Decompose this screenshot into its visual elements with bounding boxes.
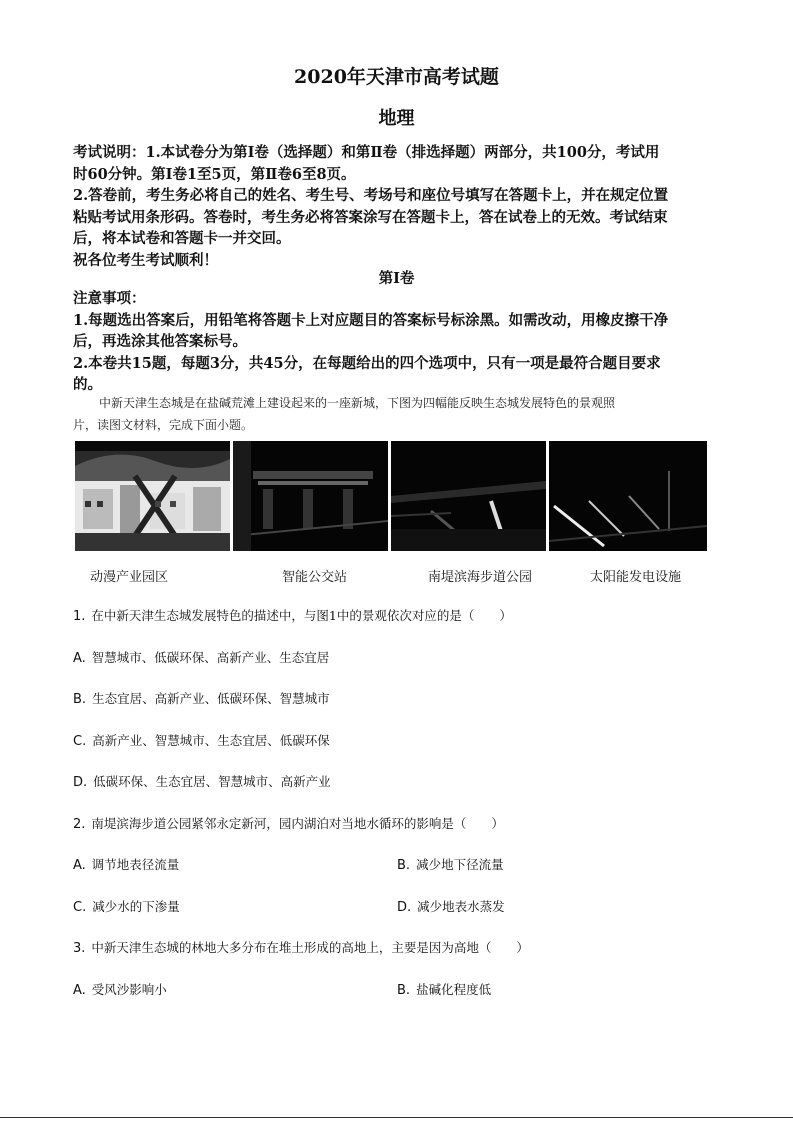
caption-solar-facility: 太阳能发电设施: [590, 570, 682, 585]
question-number: 2.: [73, 817, 86, 832]
option-text: 智慧城市、低碳环保、高新产业、生态宜居: [91, 650, 330, 665]
caption-smart-bus-station: 智能公交站: [282, 570, 348, 585]
option-text: 生态宜居、高新产业、低碳环保、智慧城市: [92, 691, 330, 706]
question-2-option-a[interactable]: [73, 855, 179, 873]
option-text: 调节地表径流量: [91, 857, 180, 872]
option-letter: A.: [73, 858, 86, 873]
caption-coastal-park: 南堤滨海步道公园: [428, 570, 533, 585]
section-title: 第Ⅰ卷: [378, 270, 415, 287]
question-1-stem: [73, 606, 512, 624]
notes-line: 的。: [73, 376, 102, 393]
option-letter: C.: [73, 734, 87, 749]
question-text: 在中新天津生态城发展特色的描述中，与图1中的景观依次对应的是（ ）: [91, 608, 512, 623]
question-2-option-b[interactable]: [397, 855, 504, 873]
option-text: 减少地表水蒸发: [417, 899, 505, 914]
question-2-stem: [73, 814, 504, 832]
option-letter: B.: [397, 858, 411, 873]
option-letter: B.: [73, 692, 87, 707]
instruction-line: 时60分钟。第Ⅰ卷1至5页，第Ⅱ卷6至8页。: [73, 165, 356, 183]
instruction-line: 祝各位考生考试顺利！: [73, 251, 218, 269]
notes: [73, 288, 723, 396]
option-text: 低碳环保、生态宜居、智慧城市、高新产业: [93, 774, 331, 789]
intro-line: 中新天津生态城是在盐碱荒滩上建设起来的一座新城，下图为四幅能反映生态城发展特色的景观照: [99, 396, 616, 410]
option-text: 高新产业、智慧城市、生态宜居、低碳环保: [92, 733, 330, 748]
option-text: 盐碱化程度低: [416, 982, 492, 997]
notes-line: 1.每题选出答案后，用铅笔将答题卡上对应题目的答案标号标涂黑。如需改动，用橡皮擦干净: [73, 311, 669, 329]
question-text: 中新天津生态城的林地大多分布在堆土形成的高地上，主要是因为高地（ ）: [91, 940, 529, 955]
option-text: 受风沙影响小: [91, 982, 167, 997]
option-letter: B.: [397, 983, 411, 998]
page-bottom-divider: [0, 1117, 793, 1118]
question-1-option-d[interactable]: [73, 772, 331, 790]
figure-photos: [75, 441, 707, 553]
question-number: 1.: [73, 609, 86, 624]
instruction-line: 考试说明：1.本试卷分为第Ⅰ卷（选择题）和第Ⅱ卷（排选择题）两部分，共100分，考试用: [73, 144, 660, 161]
option-letter: D.: [73, 775, 88, 790]
subject-title: 地理: [378, 108, 415, 129]
question-1-option-a[interactable]: [73, 648, 329, 666]
option-letter: D.: [397, 900, 412, 915]
intro-text: [73, 392, 723, 436]
question-3-stem: [73, 938, 529, 956]
question-2-option-c[interactable]: [73, 897, 180, 915]
option-letter: C.: [73, 900, 87, 915]
instruction-line: 2.答卷前，考生务必将自己的姓名、考生号、考场号和座位号填写在答题卡上，并在规定位置: [73, 187, 669, 204]
notes-line: 后，再选涂其他答案标号。: [73, 333, 247, 350]
photo-solar-power-facility: [549, 441, 707, 551]
question-text: 南堤滨海步道公园紧邻永定新河，园内湖泊对当地水循环的影响是（ ）: [91, 816, 504, 831]
intro-line: 片，读图文材料，完成下面小题。: [73, 418, 254, 432]
notes-line: 注意事项：: [73, 290, 146, 307]
option-letter: A.: [73, 983, 86, 998]
option-text: 减少水的下渗量: [92, 899, 180, 914]
question-1-option-c[interactable]: [73, 731, 330, 749]
photo-south-embankment-park: [391, 441, 546, 551]
option-letter: A.: [73, 651, 86, 666]
exam-title: 2020年天津市高考试题: [294, 66, 499, 88]
option-text: 减少地下径流量: [416, 857, 504, 872]
photo-smart-bus-station: [233, 441, 388, 551]
question-3-option-b[interactable]: [397, 980, 491, 998]
question-3-option-a[interactable]: [73, 980, 167, 998]
instruction-line: 后，将本试卷和答题卡一并交回。: [73, 230, 291, 247]
question-number: 3.: [73, 941, 86, 956]
notes-line: 2.本卷共15题，每题3分，共45分，在每题给出的四个选项中，只有一项是最符合题目要求: [73, 354, 661, 372]
question-1-option-b[interactable]: [73, 689, 330, 707]
exam-instructions: [73, 142, 723, 271]
question-2-option-d[interactable]: [397, 897, 505, 915]
photo-animation-industrial-park: [75, 441, 230, 551]
instruction-line: 粘贴考试用条形码。答卷时，考生务必将答案涂写在答题卡上，答在试卷上的无效。考试结束: [73, 208, 668, 226]
caption-animation-park: 动漫产业园区: [90, 570, 169, 585]
